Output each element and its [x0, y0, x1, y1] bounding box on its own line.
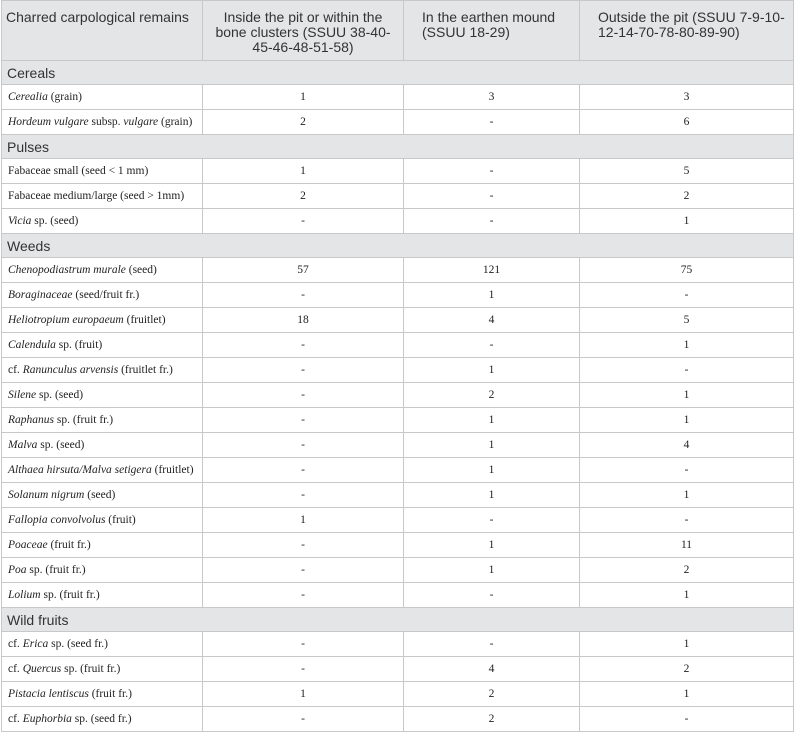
taxon-name: Quercus [22, 663, 62, 675]
remain-label [2, 458, 203, 483]
section-header-row [2, 234, 794, 258]
remain-label [2, 583, 203, 608]
label-text: Fabaceae medium/large (seed > 1mm) [8, 190, 185, 202]
table-row [2, 383, 794, 408]
count-outside-pit: 1 [580, 333, 794, 358]
section-title: Cereals [2, 61, 794, 85]
label-text: sp. (fruit fr.) [61, 663, 121, 675]
table-row [2, 433, 794, 458]
table-row [2, 483, 794, 508]
taxon-name: Poaceae [8, 539, 48, 551]
remain-label [2, 159, 203, 184]
table-row [2, 408, 794, 433]
label-text: sp. (seed) [31, 215, 79, 227]
count-inside-pit: 1 [203, 85, 404, 110]
count-inside-pit: 1 [203, 159, 404, 184]
section-title: Pulses [2, 135, 794, 159]
count-outside-pit: 2 [580, 184, 794, 209]
count-outside-pit: 2 [580, 558, 794, 583]
label-text: sp. (fruit fr.) [26, 564, 86, 576]
taxon-name: Calendula [8, 339, 56, 351]
count-earthen-mound: 2 [404, 682, 580, 707]
count-earthen-mound: - [404, 508, 580, 533]
remain-label [2, 110, 203, 135]
count-inside-pit: 2 [203, 184, 404, 209]
table-row [2, 358, 794, 383]
count-earthen-mound: 2 [404, 707, 580, 732]
table-row [2, 458, 794, 483]
label-text: cf. [8, 638, 23, 650]
count-earthen-mound: 1 [404, 483, 580, 508]
count-earthen-mound: 2 [404, 383, 580, 408]
count-inside-pit: - [203, 483, 404, 508]
remain-label [2, 707, 203, 732]
table-row [2, 707, 794, 732]
count-earthen-mound: - [404, 110, 580, 135]
table-row [2, 85, 794, 110]
table-row [2, 308, 794, 333]
count-outside-pit: 5 [580, 308, 794, 333]
count-inside-pit: - [203, 358, 404, 383]
count-earthen-mound: 121 [404, 258, 580, 283]
count-outside-pit: - [580, 508, 794, 533]
remain-label [2, 433, 203, 458]
label-text: cf. [8, 663, 23, 675]
remain-label [2, 333, 203, 358]
count-inside-pit: - [203, 583, 404, 608]
label-text: (fruitlet fr.) [118, 364, 173, 376]
count-earthen-mound: 1 [404, 558, 580, 583]
taxon-name: Solanum nigrum [8, 489, 85, 501]
table-row [2, 657, 794, 682]
taxon-name: Poa [8, 564, 27, 576]
count-inside-pit: - [203, 283, 404, 308]
table-row [2, 682, 794, 707]
label-text: (fruit fr.) [88, 688, 132, 700]
header-inside-pit: Inside the pit or within the bone clusters (SSUU 38-40-45-46-48-51-58) [203, 1, 404, 61]
label-text: (seed/fruit fr.) [72, 289, 140, 301]
section-header-row [2, 608, 794, 632]
count-earthen-mound: 1 [404, 433, 580, 458]
count-earthen-mound: 4 [404, 657, 580, 682]
taxon-name: Cerealia [8, 91, 48, 103]
table-row [2, 632, 794, 657]
count-outside-pit: 11 [580, 533, 794, 558]
remain-label [2, 358, 203, 383]
label-text: (fruit) [105, 514, 136, 526]
count-inside-pit: 2 [203, 110, 404, 135]
count-inside-pit: - [203, 408, 404, 433]
table-row [2, 209, 794, 234]
count-inside-pit: - [203, 433, 404, 458]
table-row [2, 533, 794, 558]
count-outside-pit: 1 [580, 483, 794, 508]
count-inside-pit: - [203, 707, 404, 732]
table-row [2, 258, 794, 283]
remain-label [2, 657, 203, 682]
count-earthen-mound: - [404, 159, 580, 184]
table-row [2, 583, 794, 608]
table-row [2, 558, 794, 583]
remain-label [2, 533, 203, 558]
count-earthen-mound: 1 [404, 408, 580, 433]
count-earthen-mound: 1 [404, 358, 580, 383]
label-text: sp. (fruit) [55, 339, 103, 351]
count-outside-pit: 1 [580, 583, 794, 608]
count-outside-pit: - [580, 283, 794, 308]
remain-label [2, 209, 203, 234]
count-inside-pit: 1 [203, 508, 404, 533]
taxon-name: Raphanus [8, 414, 54, 426]
count-outside-pit: 1 [580, 209, 794, 234]
count-inside-pit: - [203, 383, 404, 408]
label-text: (grain) [158, 116, 193, 128]
count-outside-pit: 1 [580, 632, 794, 657]
table-row [2, 283, 794, 308]
table-row [2, 508, 794, 533]
remain-label [2, 283, 203, 308]
label-text: sp. (fruit fr.) [54, 414, 114, 426]
taxon-name: Heliotropium europaeum [8, 314, 124, 326]
header-earthen-mound: In the earthen mound (SSUU 18-29) [404, 1, 580, 61]
header-outside-pit: Outside the pit (SSUU 7-9-10-12-14-70-78-80-89-90) [580, 1, 794, 61]
count-outside-pit: 1 [580, 408, 794, 433]
section-title: Weeds [2, 234, 794, 258]
remain-label [2, 383, 203, 408]
count-inside-pit: - [203, 657, 404, 682]
count-inside-pit: 18 [203, 308, 404, 333]
taxon-name: Althaea hirsuta/Malva setigera [8, 464, 152, 476]
count-earthen-mound: - [404, 583, 580, 608]
label-text: cf. [8, 364, 23, 376]
label-text: sp. (fruit fr.) [40, 589, 100, 601]
count-outside-pit: 1 [580, 383, 794, 408]
remain-label [2, 308, 203, 333]
table-row [2, 110, 794, 135]
count-inside-pit: - [203, 632, 404, 657]
label-text: sp. (seed) [36, 389, 84, 401]
section-title: Wild fruits [2, 608, 794, 632]
remain-label [2, 632, 203, 657]
count-earthen-mound: 3 [404, 85, 580, 110]
count-earthen-mound: 1 [404, 458, 580, 483]
table-header-row [2, 1, 794, 61]
count-inside-pit: - [203, 458, 404, 483]
label-text: sp. (seed fr.) [71, 713, 132, 725]
label-text: sp. (seed) [37, 439, 85, 451]
taxon-name: Fallopia convolvolus [8, 514, 106, 526]
taxon-name: Hordeum vulgare [8, 116, 89, 128]
count-outside-pit: - [580, 458, 794, 483]
label-text: Fabaceae small (seed < 1 mm) [8, 165, 149, 177]
label-text: subsp. [88, 116, 124, 128]
count-inside-pit: - [203, 333, 404, 358]
count-inside-pit: 1 [203, 682, 404, 707]
label-text: (seed) [84, 489, 116, 501]
count-inside-pit: - [203, 209, 404, 234]
count-earthen-mound: 1 [404, 283, 580, 308]
label-text: (grain) [47, 91, 82, 103]
taxon-name: Vicia [8, 215, 32, 227]
count-earthen-mound: - [404, 184, 580, 209]
label-text: (fruit fr.) [47, 539, 91, 551]
taxon-name: Silene [8, 389, 37, 401]
table-row [2, 159, 794, 184]
label-text: (seed) [125, 264, 157, 276]
label-text: cf. [8, 713, 23, 725]
remain-label [2, 408, 203, 433]
table-row [2, 184, 794, 209]
count-earthen-mound: 4 [404, 308, 580, 333]
remain-label [2, 508, 203, 533]
remain-label [2, 682, 203, 707]
count-earthen-mound: - [404, 632, 580, 657]
taxon-name: Chenopodiastrum murale [8, 264, 126, 276]
remain-label [2, 483, 203, 508]
table-row [2, 333, 794, 358]
header-remains: Charred carpological remains [2, 1, 203, 61]
taxon-name: Malva [8, 439, 38, 451]
count-earthen-mound: - [404, 333, 580, 358]
count-inside-pit: 57 [203, 258, 404, 283]
taxon-name: Euphorbia [22, 713, 72, 725]
remain-label [2, 558, 203, 583]
taxon-name: Ranunculus arvensis [22, 364, 119, 376]
count-outside-pit: 6 [580, 110, 794, 135]
remain-label [2, 184, 203, 209]
count-outside-pit: - [580, 358, 794, 383]
count-earthen-mound: - [404, 209, 580, 234]
remain-label [2, 258, 203, 283]
count-inside-pit: - [203, 558, 404, 583]
taxon-name: Pistacia lentiscus [8, 688, 89, 700]
taxon-name: Erica [22, 638, 49, 650]
count-outside-pit: 2 [580, 657, 794, 682]
count-earthen-mound: 1 [404, 533, 580, 558]
count-inside-pit: - [203, 533, 404, 558]
label-text: (fruitlet) [123, 314, 166, 326]
remain-label [2, 85, 203, 110]
taxon-name: Boraginaceae [8, 289, 73, 301]
label-text: sp. (seed fr.) [48, 638, 108, 650]
count-outside-pit: 75 [580, 258, 794, 283]
count-outside-pit: 3 [580, 85, 794, 110]
count-outside-pit: 1 [580, 682, 794, 707]
taxon-name: Lolium [8, 589, 41, 601]
count-outside-pit: - [580, 707, 794, 732]
section-header-row [2, 135, 794, 159]
count-outside-pit: 5 [580, 159, 794, 184]
carpological-remains-table [1, 0, 794, 732]
taxon-name: vulgare [123, 116, 159, 128]
section-header-row [2, 61, 794, 85]
table-body [2, 61, 794, 732]
count-outside-pit: 4 [580, 433, 794, 458]
label-text: (fruitlet) [151, 464, 194, 476]
